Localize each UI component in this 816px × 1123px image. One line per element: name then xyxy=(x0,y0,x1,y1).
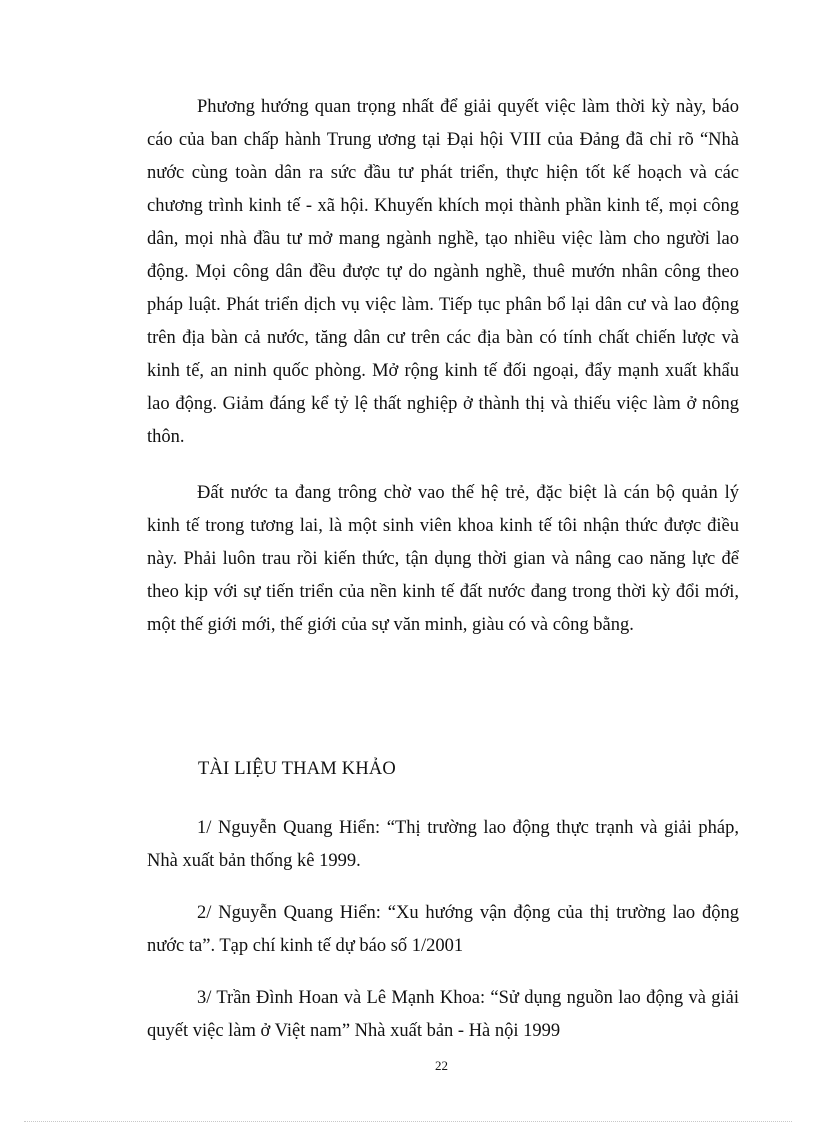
page-number: 22 xyxy=(435,1058,448,1073)
reference-item-1: 1/ Nguyễn Quang Hiển: “Thị trường lao động thực trạnh và giải pháp, Nhà xuất bản thống kê 1999. xyxy=(147,818,739,871)
references-heading: TÀI LIỆU THAM KHẢO xyxy=(198,759,396,779)
body-paragraph-1: Phương hướng quan trọng nhất để giải quyết việc làm thời kỳ này, báo cáo của ban chấp hành Trung ương tại Đại hội VIII của Đảng đã chỉ rõ “Nhà nước cùng toàn dân ra sức đầu tư phát triển, thực hiện tốt kế hoạch và các chương trình kinh tế - xã hội. Khuyến khích mọi thành phần kinh tế, mọi công dân, mọi nhà đầu tư mở mang ngành nghề, tạo nhiều việc làm cho người lao động. Mọi công dân đều được tự do ngành nghề, thuê mướn nhân công theo pháp luật. Phát triển dịch vụ việc làm. Tiếp tục phân bổ lại dân cư và lao động trên địa bàn cả nước, tăng dân cư trên các địa bàn có tính chất chiến lược và kinh tế, an ninh quốc phòng. Mở rộng kinh tế đối ngoại, đẩy mạnh xuất khẩu lao động. Giảm đáng kể tỷ lệ thất nghiệp ở thành thị và thiếu việc làm ở nông thôn. xyxy=(147,97,739,447)
body-paragraph-2: Đất nước ta đang trông chờ vao thế hệ trẻ, đặc biệt là cán bộ quản lý kinh tế trong tương lai, là một sinh viên khoa kinh tế tôi nhận thức được điều này. Phải luôn trau rồi kiến thức, tận dụng thời gian và nâng cao năng lực để theo kịp với sự tiến triển của nền kinh tế đất nước đang trong thời kỳ đổi mới, một thế giới mới, thế giới của sự văn minh, giàu có và công bằng. xyxy=(147,483,739,635)
page-bottom-divider xyxy=(24,1121,792,1122)
reference-item-2: 2/ Nguyễn Quang Hiển: “Xu hướng vận động của thị trường lao động nước ta”. Tạp chí kinh tế dự báo số 1/2001 xyxy=(147,903,739,956)
reference-item-3: 3/ Trần Đình Hoan và Lê Mạnh Khoa: “Sử dụng nguồn lao động và giải quyết việc làm ở Việt nam” Nhà xuất bản - Hà nội 1999 xyxy=(147,988,739,1041)
page-content xyxy=(147,91,739,1067)
